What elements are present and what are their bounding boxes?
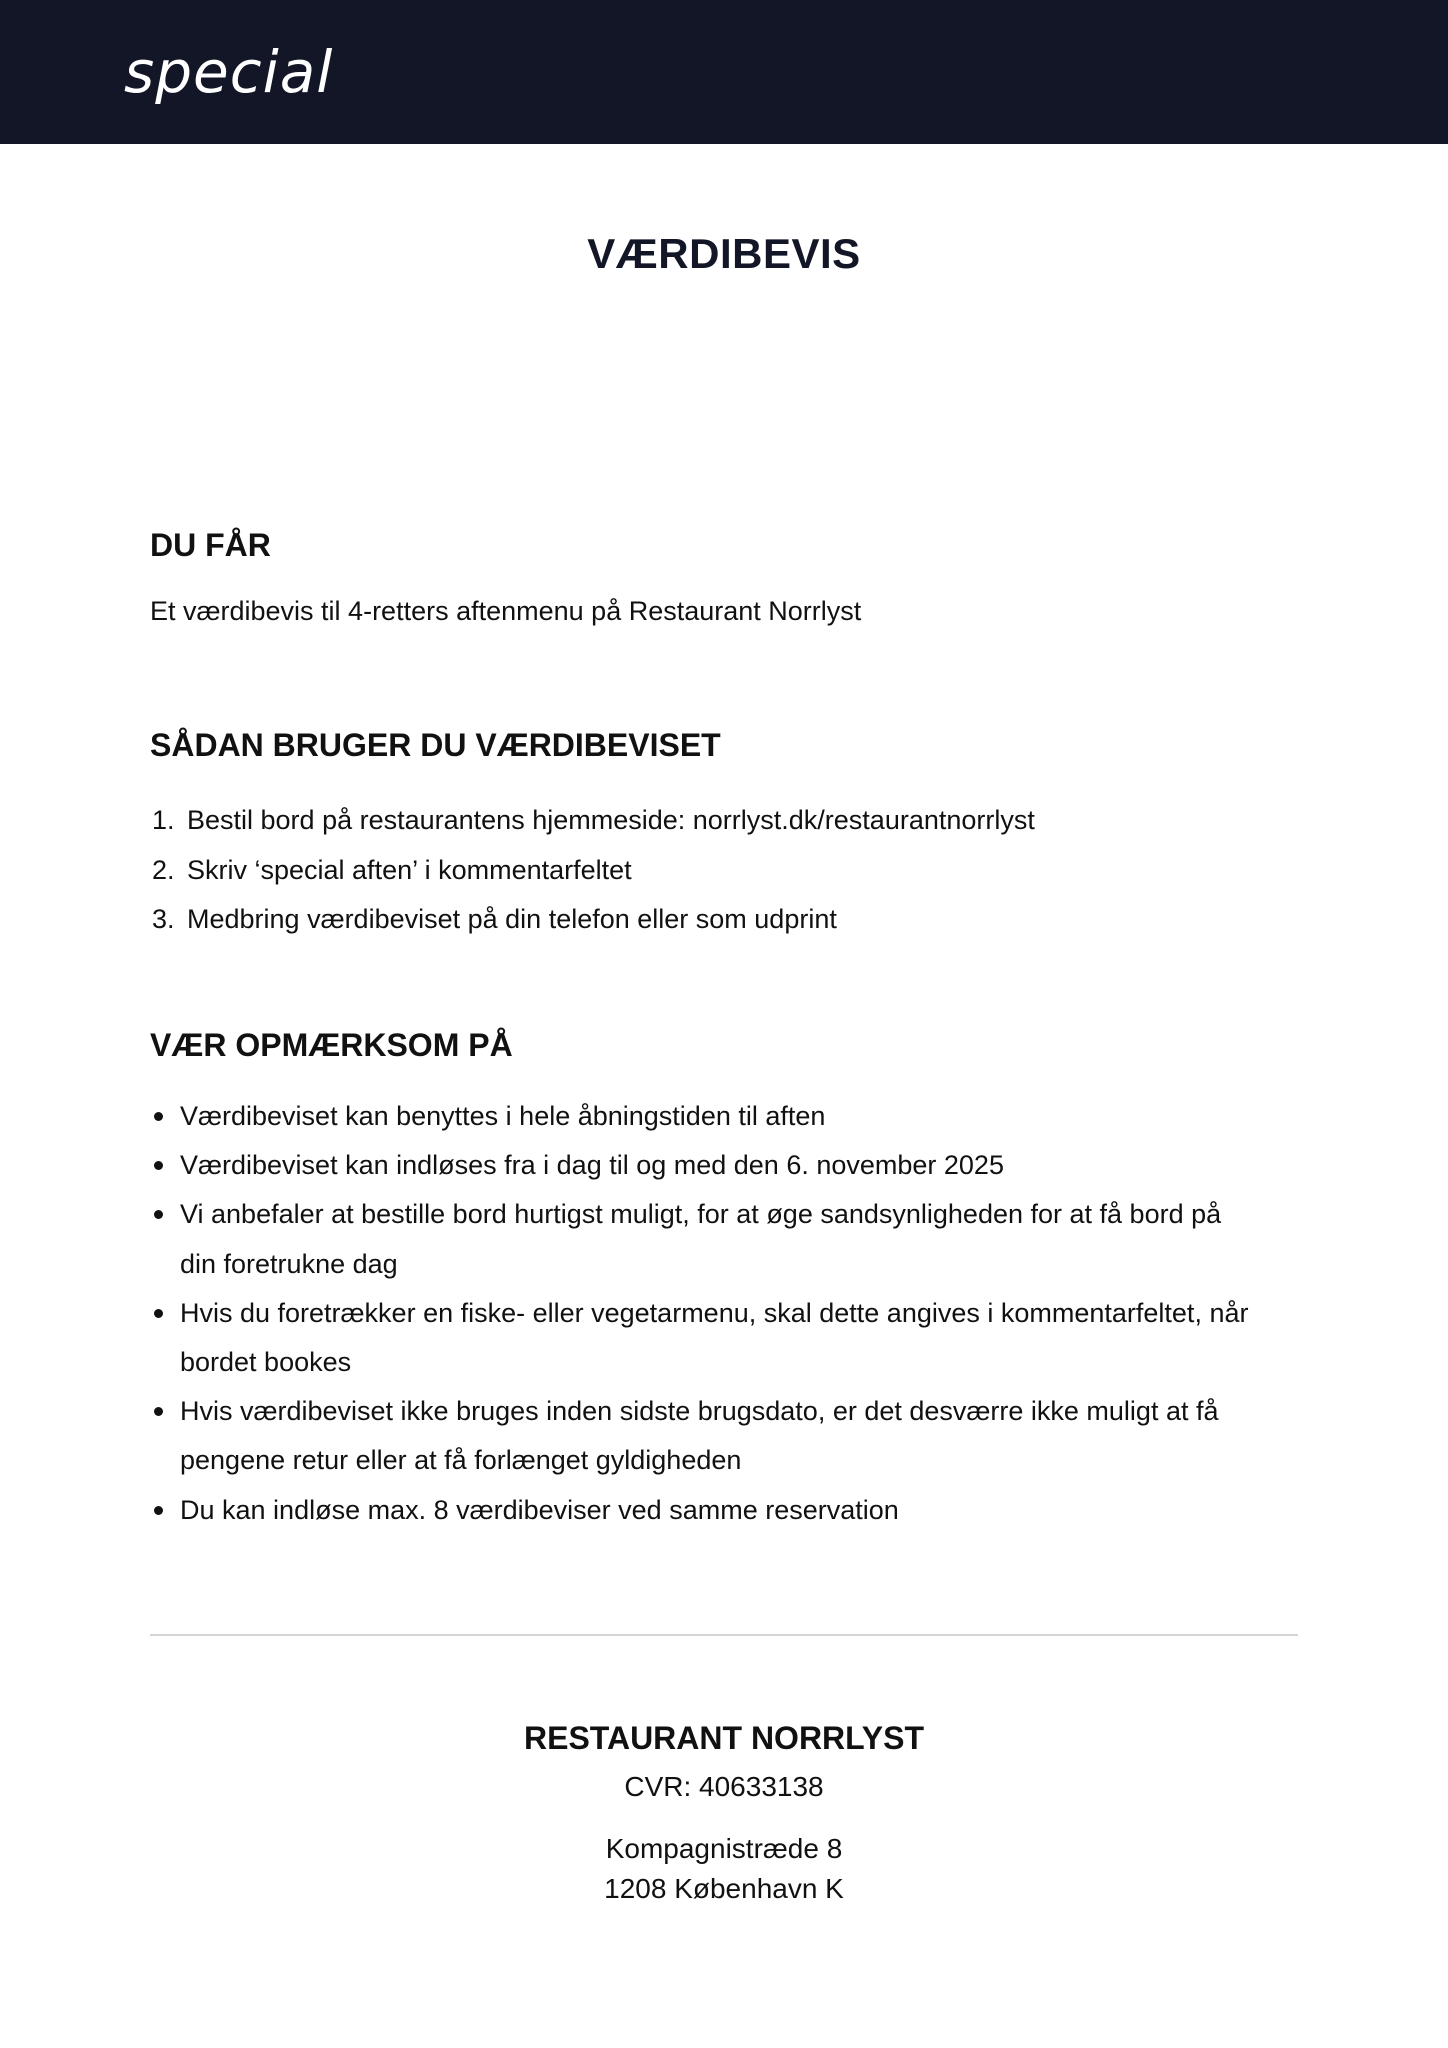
- step-number: 1.: [152, 805, 175, 835]
- bullet-icon: [154, 1506, 163, 1515]
- step-text: Medbring værdibeviset på din telefon eller som udprint: [187, 904, 837, 934]
- you-get-description: Et værdibevis til 4-retters aftenmenu på Restaurant Norrlyst: [150, 596, 862, 626]
- address-street: Kompagnistræde 8: [605, 1833, 843, 1864]
- note-text: Hvis værdibeviset ikke bruges inden sidste brugsdato, er det desværre ikke muligt at få pengene retur eller at få forlænget gyldigheden: [180, 1396, 1219, 1476]
- note-item: [150, 1092, 1250, 1141]
- step-item: [150, 796, 1035, 846]
- step-item: [150, 895, 1035, 945]
- bullet-icon: [154, 1161, 163, 1170]
- address-city: 1208 København K: [604, 1873, 844, 1904]
- section-heading-notes: VÆR OPMÆRKSOM PÅ: [150, 1027, 513, 1063]
- step-item: [150, 846, 1035, 896]
- note-text: Værdibeviset kan benyttes i hele åbningstiden til aften: [180, 1101, 826, 1131]
- restaurant-cvr: CVR: 40633138: [624, 1771, 824, 1802]
- note-item: [150, 1141, 1250, 1190]
- bullet-icon: [154, 1407, 163, 1416]
- step-text: Skriv ‘special aften’ i kommentarfeltet: [187, 854, 632, 885]
- note-text: Vi anbefaler at bestille bord hurtigst muligt, for at øge sandsynligheden for at få bord på din foretrukne dag: [180, 1199, 1222, 1279]
- bullet-icon: [154, 1112, 163, 1121]
- bullet-icon: [154, 1309, 163, 1318]
- document-title: VÆRDIBEVIS: [587, 230, 861, 277]
- notes-list: [150, 1092, 1250, 1535]
- note-text: Værdibeviset kan indløses fra i dag til og med den 6. november 2025: [180, 1150, 1004, 1181]
- section-heading-you-get: DU FÅR: [150, 527, 271, 563]
- bullet-icon: [154, 1210, 163, 1219]
- restaurant-name: RESTAURANT NORRLYST: [523, 1720, 924, 1756]
- how-to-use-steps: [150, 796, 1035, 945]
- section-heading-how-to-use: SÅDAN BRUGER DU VÆRDIBEVISET: [150, 727, 721, 763]
- note-text: Du kan indløse max. 8 værdibeviser ved samme reservation: [180, 1494, 899, 1525]
- step-text: Bestil bord på restaurantens hjemmeside: norrlyst.dk/restaurantnorrlyst: [187, 805, 1035, 835]
- note-item: [150, 1190, 1250, 1288]
- brand-logo: special: [124, 38, 334, 106]
- note-text: Hvis du foretrækker en fiske- eller vegetarmenu, skal dette angives i kommentarfeltet, når bordet bookes: [180, 1297, 1249, 1378]
- note-item: [150, 1486, 1250, 1535]
- step-number: 3.: [152, 904, 175, 934]
- header-bar: [0, 0, 1448, 144]
- note-item: [150, 1289, 1250, 1387]
- note-item: [150, 1387, 1250, 1485]
- footer-divider: [150, 1634, 1298, 1636]
- step-number: 2.: [152, 854, 175, 885]
